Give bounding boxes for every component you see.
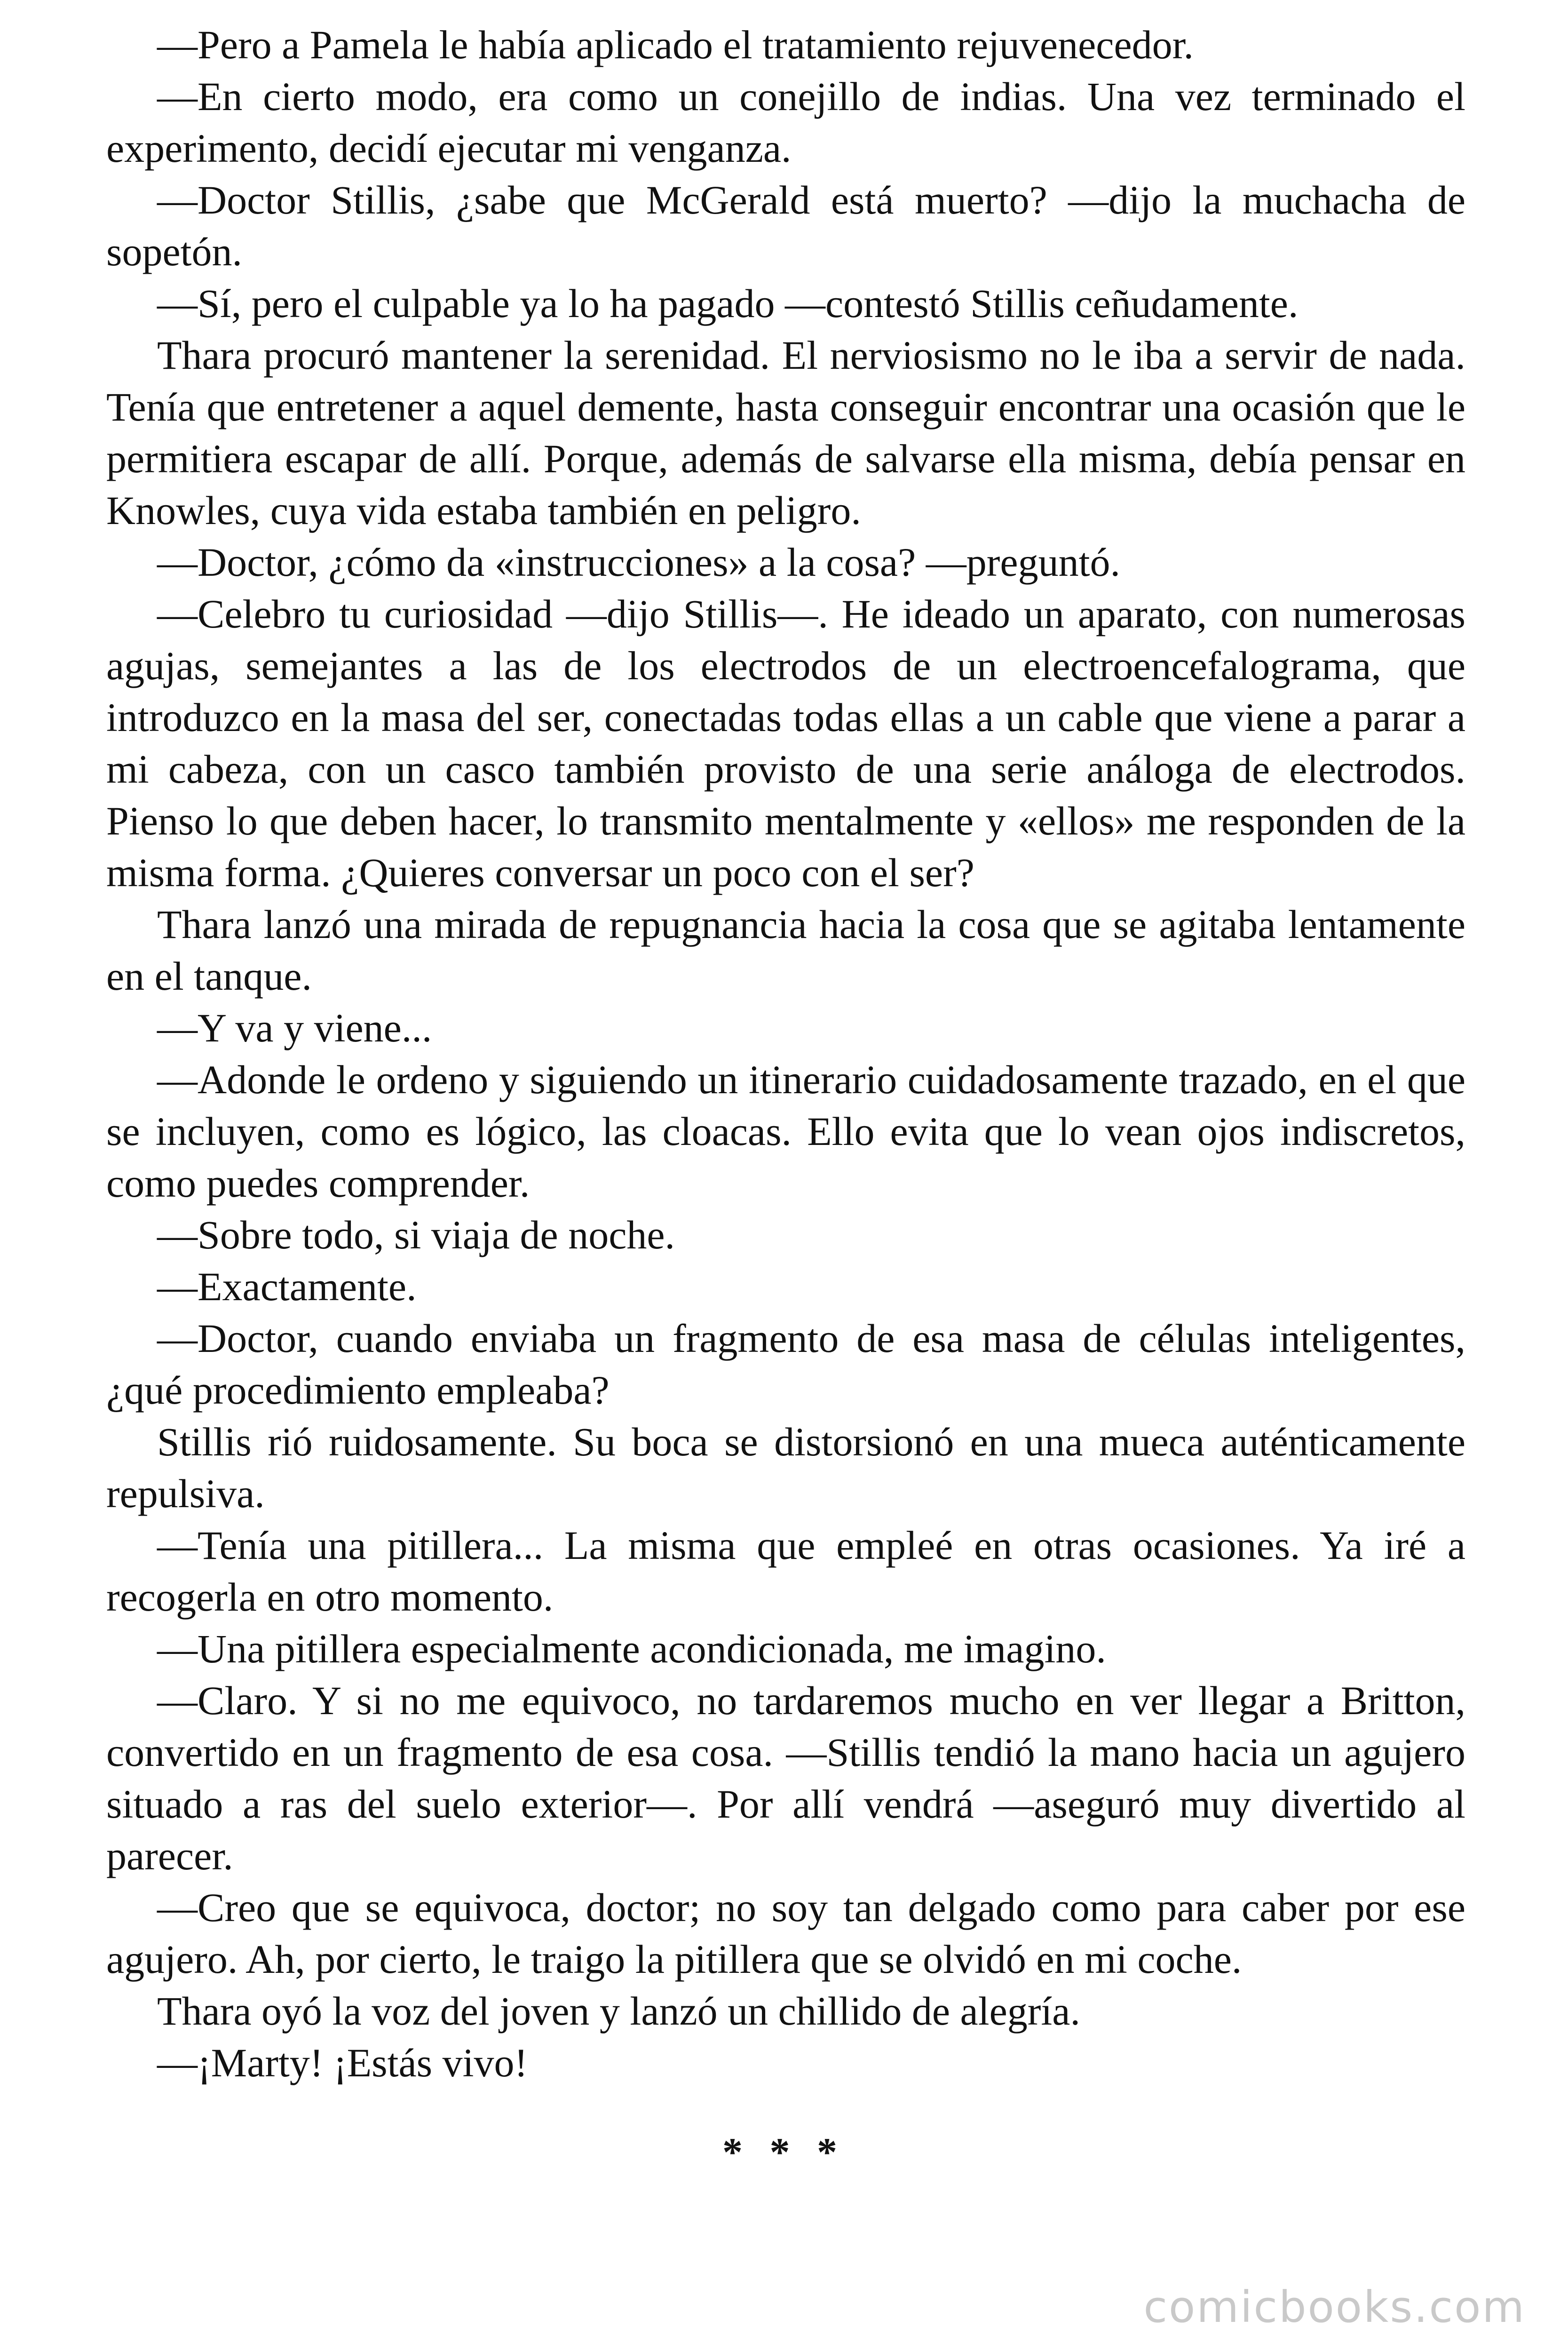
paragraph: Thara oyó la voz del joven y lanzó un chillido de alegría. — [157, 1988, 1080, 2034]
paragraph: —Claro. Y si no me equivoco, no tardaremos mucho en ver llegar a Britton, convertido en un fragmento de esa cosa. —Stillis tendió la mano hacia un agujero situado a ras del suelo exterior—. Por allí vendrá —aseguró muy divertido al parecer. — [106, 1678, 1465, 1878]
paragraph: —Una pitillera especialmente acondicionada, me imagino. — [157, 1626, 1106, 1671]
paragraph: —¡Marty! ¡Estás vivo! — [157, 2040, 528, 2085]
paragraph: —Exactamente. — [157, 1264, 417, 1309]
paragraph: —Pero a Pamela le había aplicado el tratamiento rejuvenecedor. — [157, 22, 1194, 67]
paragraph: —En cierto modo, era como un conejillo de indias. Una vez terminado el experimento, decidí ejecutar mi venganza. — [106, 74, 1465, 171]
paragraph: Thara procuró mantener la serenidad. El nerviosismo no le iba a servir de nada. Tenía que entretener a aquel demente, hasta conseguir encontrar una ocasión que le permitiera escapar de allí. Porque, además de salvarse ella misma, debía pensar en Knowles, cuya vida estaba también en peligro. — [106, 333, 1465, 533]
paragraph: —Doctor, ¿cómo da «instrucciones» a la cosa? —preguntó. — [157, 540, 1120, 585]
paragraph: —Sobre todo, si viaja de noche. — [157, 1212, 675, 1257]
body-text — [106, 19, 1465, 2089]
paragraph: —Adonde le ordeno y siguiendo un itinerario cuidadosamente trazado, en el que se incluyen, como es lógico, las cloacas. Ello evita que lo vean ojos indiscretos, como puedes comprender. — [106, 1057, 1465, 1206]
paragraph: —Creo que se equivoca, doctor; no soy tan delgado como para caber por ese agujero. Ah, por cierto, le traigo la pitillera que se olvidó en mi coche. — [106, 1885, 1465, 1982]
site-watermark: comicbooks.com — [1143, 2282, 1526, 2332]
paragraph: —Sí, pero el culpable ya lo ha pagado —contestó Stillis ceñudamente. — [157, 281, 1299, 326]
paragraph: —Doctor Stillis, ¿sabe que McGerald está muerto? —dijo la muchacha de sopetón. — [106, 177, 1465, 274]
section-separator: * * * — [722, 2130, 846, 2175]
paragraph: —Celebro tu curiosidad —dijo Stillis—. He ideado un aparato, con numerosas agujas, semejantes a las de los electrodos de un electroencefalograma, que introduzco en la masa del ser, conectadas todas ellas a un cable que viene a parar a mi cabeza, con un casco también provisto de una serie análoga de electrodos. Pienso lo que deben hacer, lo transmito mentalmente y «ellos» me responden de la misma forma. ¿Quieres conversar un poco con el ser? — [106, 591, 1465, 895]
paragraph: Stillis rió ruidosamente. Su boca se distorsionó en una mueca auténticamente repulsiva. — [106, 1419, 1465, 1516]
paragraph: Thara lanzó una mirada de repugnancia hacia la cosa que se agitaba lentamente en el tanque. — [106, 902, 1465, 999]
paragraph: —Doctor, cuando enviaba un fragmento de esa masa de células inteligentes, ¿qué procedimiento empleaba? — [106, 1316, 1465, 1413]
paragraph: —Y va y viene... — [157, 1005, 432, 1050]
paragraph: —Tenía una pitillera... La misma que empleé en otras ocasiones. Ya iré a recogerla en otro momento. — [106, 1523, 1465, 1620]
